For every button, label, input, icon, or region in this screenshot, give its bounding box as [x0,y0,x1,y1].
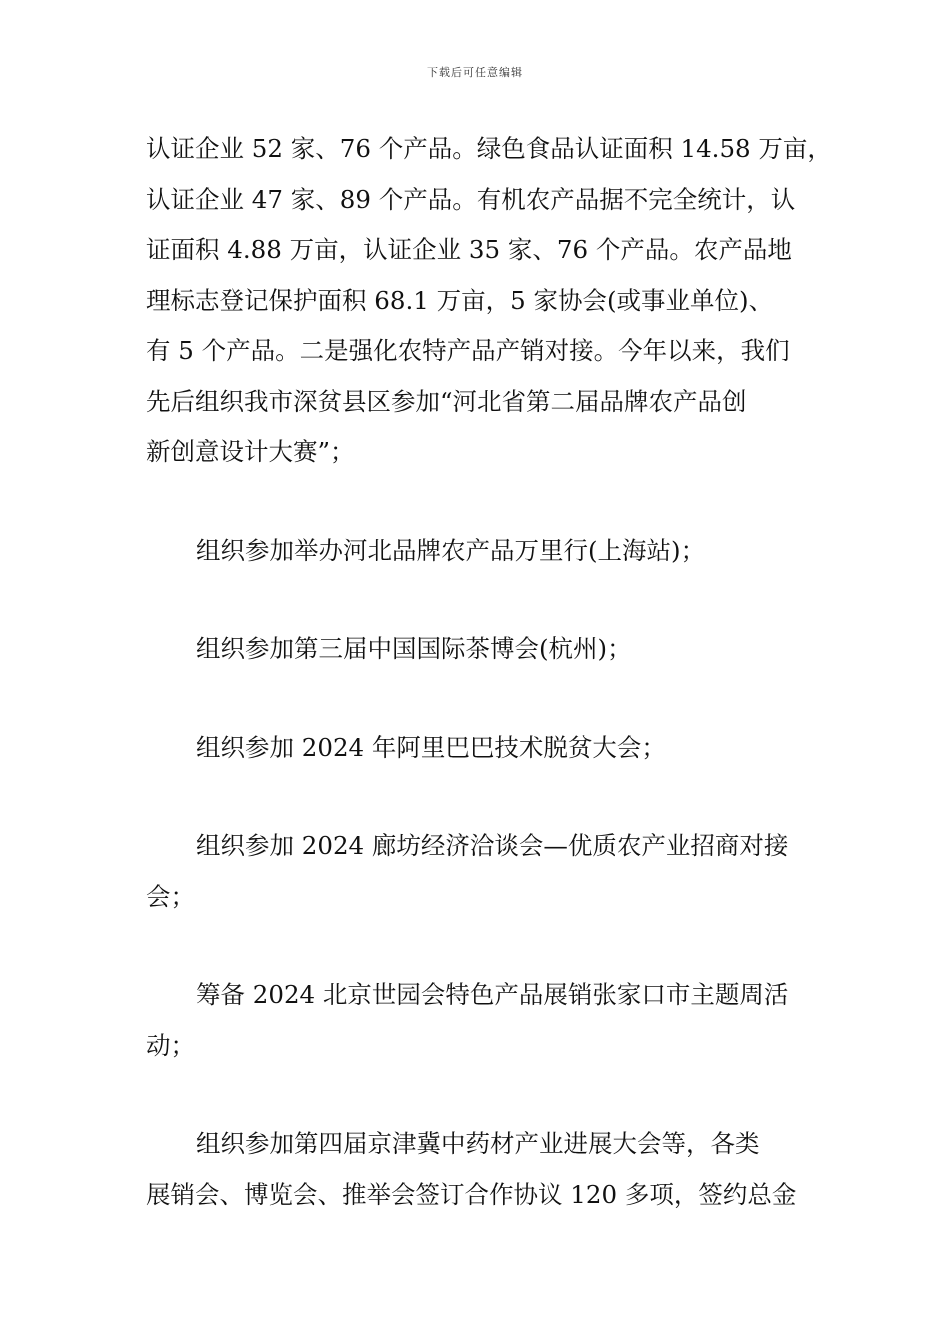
page-header: 下载后可任意编辑 [427,66,523,79]
text-line: 有 5 个产品。二是强化农特产品产销对接。今年以来，我们 [146,336,790,365]
paragraph-herbal-medicine [146,1119,814,1220]
text-line: 理标志登记保护面积 68.1 万亩，5 家协会(或事业单位)、 [146,285,774,315]
document-body [146,124,832,1220]
paragraph-shanghai [146,526,814,577]
paragraph-langfang [146,821,814,922]
text-line: 认证企业 47 家、89 个产品。有机农产品据不完全统计，认 [146,184,796,214]
paragraph-expo-week [146,970,814,1071]
text-line: 组织参加举办河北品牌农产品万里行(上海站)； [196,535,706,565]
paragraph-tea-expo [146,624,814,675]
text-line: 组织参加第三届中国国际茶博会(杭州)； [196,634,632,663]
text-line: 组织参加第四届京津冀中药材产业进展大会等，各类 [196,1129,760,1158]
text-line: 先后组织我市深贫县区参加“河北省第二届品牌农产品创 [146,386,747,416]
paragraph-certification [146,124,832,478]
text-line: 组织参加 2024 年阿里巴巴技术脱贫大会； [196,732,666,762]
text-line: 动； [146,1030,195,1060]
text-line: 认证企业 52 家、76 个产品。绿色食品认证面积 14.58 万亩， [146,134,832,163]
text-line: 筹备 2024 北京世园会特色产品展销张家口市主题周活 [196,980,789,1009]
text-line: 新创意设计大赛”； [146,437,355,466]
text-line: 组织参加 2024 廊坊经济洽谈会—优质农产业招商对接 [196,831,789,860]
text-line: 展销会、博览会、推举会签订合作协议 120 多项，签约总金 [146,1179,797,1209]
paragraph-alibaba [146,723,814,774]
text-line: 证面积 4.88 万亩，认证企业 35 家、76 个产品。农产品地 [146,235,792,264]
text-line: 会； [146,881,195,911]
